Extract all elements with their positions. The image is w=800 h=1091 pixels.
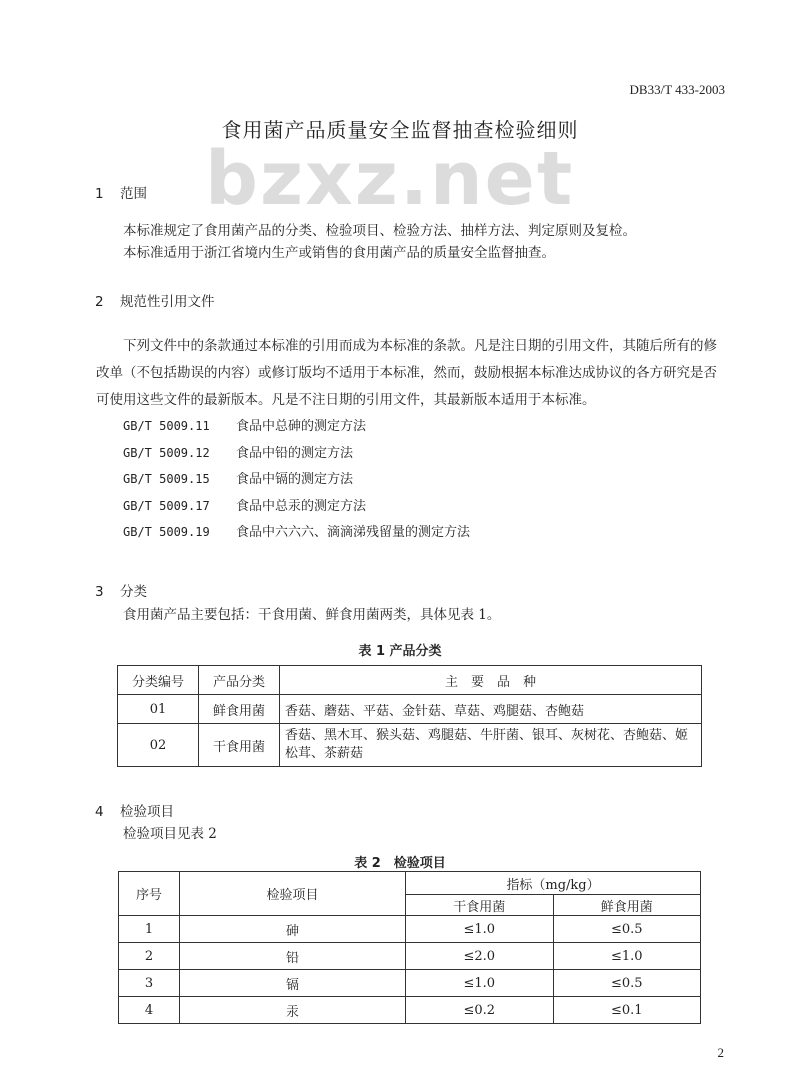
section-title: 分类 [120,584,147,600]
reference-item [123,521,470,548]
section-title: 检验项目 [120,804,174,820]
table-header-row [118,666,702,695]
inspection-items-table [118,871,701,1024]
table-cell: 02 [118,724,199,767]
table2-caption: 表 2 检验项目 [354,856,446,871]
reference-title: 食品中总汞的测定方法 [236,498,367,514]
table-row [119,943,701,970]
reference-code: GB/T 5009.19 [123,525,210,539]
paragraph: 本标准适用于浙江省境内生产或销售的食用菌产品的质量安全监督抽查。 [123,245,555,261]
reference-title: 食品中镉的测定方法 [236,472,354,487]
reference-code: GB/T 5009.12 [123,445,210,460]
table-header-cell: 产品分类 [199,666,280,695]
paragraph: 本标准规定了食用菌产品的分类、检验项目、检验方法、抽样方法、判定原则及复检。 [123,223,636,239]
section-title: 规范性引用文件 [120,294,215,310]
reference-list [123,415,470,548]
table-row [119,997,701,1024]
scope-body [96,218,726,267]
reference-code: GB/T 5009.17 [123,498,210,513]
table1-caption: 表 1 产品分类 [358,644,442,659]
section-heading-scope [95,182,147,202]
reference-title: 食品中铅的测定方法 [236,445,354,461]
section-heading-references [95,290,215,310]
watermark: bzxz.net [205,136,575,222]
table-row [118,695,702,724]
table-cell: 铅 [180,943,406,970]
reference-code: GB/T 5009.11 [123,419,210,433]
section-heading-classification [95,580,147,600]
reference-title: 食品中总砷的测定方法 [236,419,367,434]
table-header-cell: 分类编号 [118,666,199,695]
table-cell: ≤0.5 [553,916,701,943]
section-number: 2 [95,294,104,310]
table-cell: ≤1.0 [406,970,554,997]
section-number: 4 [95,804,104,820]
reference-code: GB/T 5009.15 [123,472,210,486]
table-header-cell: 鲜食用菌 [553,895,701,916]
table-cell: ≤0.1 [553,997,701,1024]
section-title: 范围 [120,186,147,202]
table-header-cell: 序号 [119,872,180,916]
page-title: 食用菌产品质量安全监督抽查检验细则 [221,118,579,142]
reference-item [123,442,470,469]
table-cell: 1 [119,916,180,943]
table-cell: 鲜食用菌 [199,695,280,724]
reference-item [123,495,470,522]
reference-item [123,468,470,495]
classification-text: 食用菌产品主要包括：干食用菌、鲜食用菌两类，具体见表 1。 [123,607,501,623]
table-row [119,916,701,943]
table-cell: ≤1.0 [406,916,554,943]
table-cell: 汞 [180,997,406,1024]
table-cell: ≤0.5 [553,970,701,997]
section-heading-inspection-items [95,800,174,820]
reference-item [123,415,470,442]
page-number: 2 [717,1045,724,1060]
section-number: 1 [95,186,104,202]
table-cell: 香菇、黑木耳、猴头菇、鸡腿菇、牛肝菌、银耳、灰树花、杏鲍菇、姬松茸、茶薪菇 [280,724,702,767]
table-cell: 镉 [180,970,406,997]
standard-number: DB33/T 433-2003 [629,82,725,97]
reference-title: 食品中六六六、滴滴涕残留量的测定方法 [236,525,471,540]
table-cell: 4 [119,997,180,1024]
table-cell: 01 [118,695,199,724]
inspection-items-text: 检验项目见表 2 [123,826,217,842]
table-header-cell: 指标（mg/kg） [406,872,701,895]
table-cell: ≤1.0 [553,943,701,970]
table-header-cell: 主 要 品 种 [280,666,702,695]
table-header-row [119,872,701,895]
section-number: 3 [95,584,104,600]
table-cell: ≤2.0 [406,943,554,970]
references-intro: 下列文件中的条款通过本标准的引用而成为本标准的条款。凡是注日期的引用文件，其随后所有的修改单（不包括勘误的内容）或修订版均不适用于本标准，然而，鼓励根据本标准达成协议的各方研究是否可使用这些文件的最新版本。凡是不注日期的引用文件，其最新版本适用于本标准。 [96,338,717,408]
product-classification-table [117,665,702,767]
table-cell: 3 [119,970,180,997]
table-header-cell: 干食用菌 [406,895,554,916]
table-cell: ≤0.2 [406,997,554,1024]
table-header-cell: 检验项目 [180,872,406,916]
table-row [119,970,701,997]
table-cell: 砷 [180,916,406,943]
table-cell: 干食用菌 [199,724,280,767]
table-cell: 香菇、蘑菇、平菇、金针菇、草菇、鸡腿菇、杏鲍菇 [280,695,702,724]
table-row [118,724,702,767]
table-cell: 2 [119,943,180,970]
